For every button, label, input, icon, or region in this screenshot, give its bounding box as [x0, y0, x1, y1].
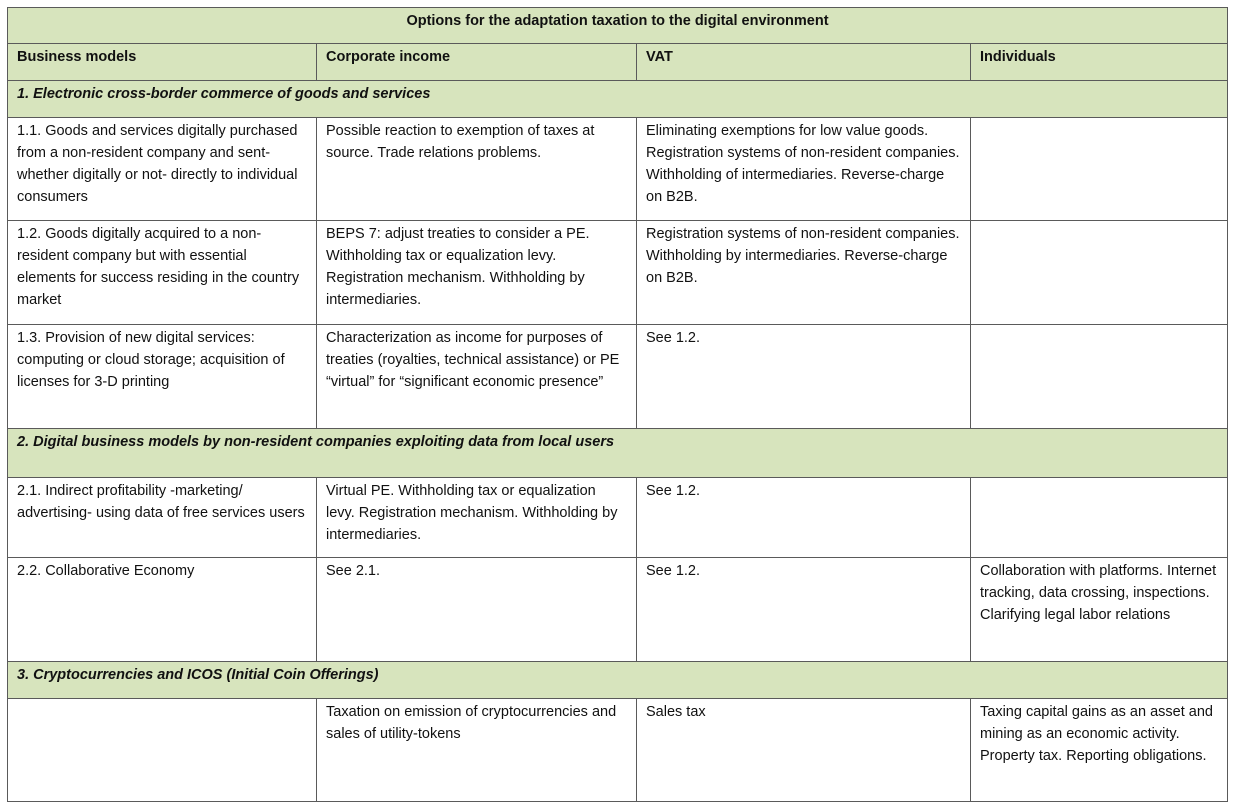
individuals-cell	[971, 221, 1228, 325]
corporate-income-cell: BEPS 7: adjust treaties to consider a PE. Withholding tax or equalization levy. Registration mechanism. Withholding by intermediaries.	[317, 221, 637, 325]
section-heading: 3. Cryptocurrencies and ICOS (Initial Coin Offerings)	[8, 662, 1228, 699]
corporate-income-cell: Taxation on emission of cryptocurrencies and sales of utility-tokens	[317, 699, 637, 802]
business-model-cell: 1.3. Provision of new digital services: computing or cloud storage; acquisition of licenses for 3-D printing	[8, 325, 317, 429]
individuals-cell: Taxing capital gains as an asset and mining as an economic activity. Property tax. Reporting obligations.	[971, 699, 1228, 802]
section-row	[8, 429, 1228, 478]
taxation-options-table	[7, 7, 1228, 802]
table-title: Options for the adaptation taxation to the digital environment	[8, 8, 1228, 44]
column-header-row	[8, 44, 1228, 81]
column-header-individuals: Individuals	[971, 44, 1228, 81]
individuals-cell	[971, 118, 1228, 221]
table-row	[8, 325, 1228, 429]
business-model-cell: 1.1. Goods and services digitally purchased from a non-resident company and sent-whether digitally or not- directly to individual consumers	[8, 118, 317, 221]
individuals-cell: Collaboration with platforms. Internet tracking, data crossing, inspections. Clarifying legal labor relations	[971, 558, 1228, 662]
column-header-corporate-income: Corporate income	[317, 44, 637, 81]
corporate-income-cell: Possible reaction to exemption of taxes at source. Trade relations problems.	[317, 118, 637, 221]
corporate-income-cell: See 2.1.	[317, 558, 637, 662]
vat-cell: See 1.2.	[637, 325, 971, 429]
corporate-income-cell: Characterization as income for purposes of treaties (royalties, technical assistance) or PE “virtual” for “significant economic presence”	[317, 325, 637, 429]
column-header-business-models: Business models	[8, 44, 317, 81]
individuals-cell	[971, 325, 1228, 429]
section-row	[8, 662, 1228, 699]
vat-cell: Registration systems of non-resident companies. Withholding by intermediaries. Reverse-charge on B2B.	[637, 221, 971, 325]
business-model-cell: 1.2. Goods digitally acquired to a non-resident company but with essential elements for success residing in the country market	[8, 221, 317, 325]
corporate-income-cell: Virtual PE. Withholding tax or equalization levy. Registration mechanism. Withholding by intermediaries.	[317, 478, 637, 558]
table-row	[8, 558, 1228, 662]
vat-cell: See 1.2.	[637, 558, 971, 662]
table-row	[8, 118, 1228, 221]
section-heading: 2. Digital business models by non-resident companies exploiting data from local users	[8, 429, 1228, 478]
column-header-vat: VAT	[637, 44, 971, 81]
section-heading: 1. Electronic cross-border commerce of goods and services	[8, 81, 1228, 118]
title-row	[8, 8, 1228, 44]
vat-cell: Eliminating exemptions for low value goods. Registration systems of non-resident companies. Withholding of intermediaries. Reverse-charge on B2B.	[637, 118, 971, 221]
individuals-cell	[971, 478, 1228, 558]
business-model-cell	[8, 699, 317, 802]
table-row	[8, 699, 1228, 802]
business-model-cell: 2.1. Indirect profitability -marketing/ advertising- using data of free services users	[8, 478, 317, 558]
table-row	[8, 221, 1228, 325]
business-model-cell: 2.2. Collaborative Economy	[8, 558, 317, 662]
vat-cell: See 1.2.	[637, 478, 971, 558]
table-row	[8, 478, 1228, 558]
vat-cell: Sales tax	[637, 699, 971, 802]
section-row	[8, 81, 1228, 118]
